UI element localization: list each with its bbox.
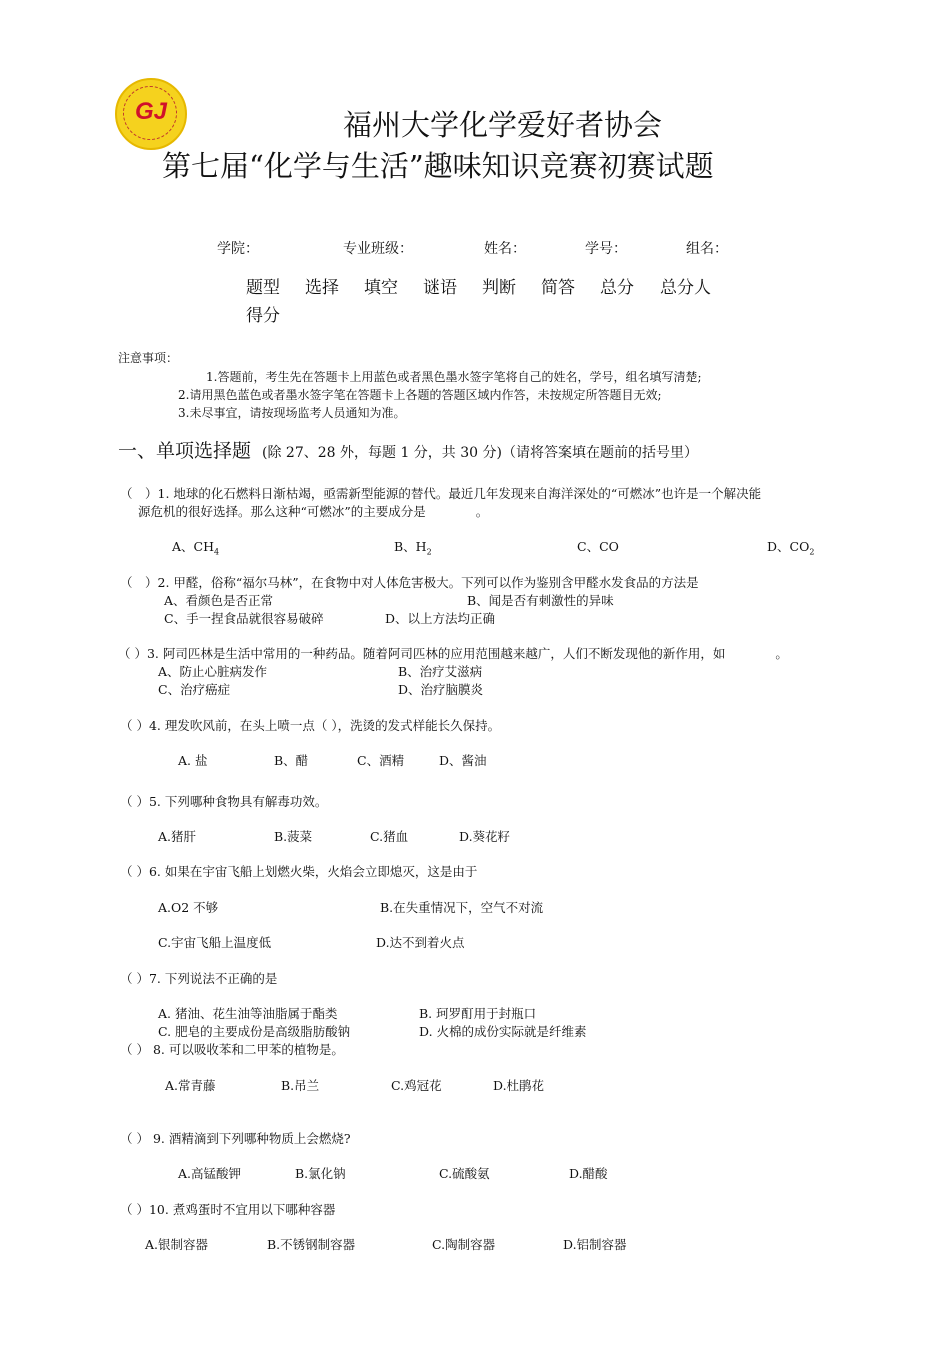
question-6-option-d: D.达不到着火点	[376, 935, 465, 950]
question-5-stem: （ ）5. 下列哪种食物具有解毒功效。	[120, 794, 328, 809]
score-header-type: 题型	[246, 278, 280, 298]
question-9-option-a: A.高锰酸钾	[178, 1166, 242, 1181]
logo-mark: GJ	[134, 98, 167, 125]
score-header-choice: 选择	[305, 278, 339, 298]
question-8-option-c: C.鸡冠花	[391, 1078, 442, 1093]
question-1-option-c: C、CO	[577, 539, 619, 554]
notes-heading: 注意事项：	[118, 351, 179, 365]
note-item: 3.未尽事宜，请按现场监考人员通知为准。	[178, 406, 406, 420]
score-header-judge: 判断	[482, 278, 516, 298]
question-9-option-c: C.硫酸氨	[439, 1166, 490, 1181]
question-4-stem: （ ）4. 理发吹风前，在头上喷一点（ ），洗烫的发式样能长久保持。	[120, 718, 501, 733]
question-4-option-a: A. 盐	[178, 753, 208, 768]
score-row-label: 得分	[246, 306, 280, 326]
question-1-stem: （ ）1. 地球的化石燃料日渐枯竭，亟需新型能源的替代。最近几年发现来自海洋深处的“可燃冰”也许是一个解决能	[120, 486, 762, 501]
question-7-option-d: D. 火棉的成份实际就是纤维素	[419, 1024, 587, 1039]
question-4-option-b: B、醋	[274, 753, 309, 768]
question-4-option-d: D、酱油	[439, 753, 487, 768]
org-title: 福州大学化学爱好者协会	[343, 108, 663, 142]
question-1-option-d: D、$CO_2$	[767, 539, 815, 557]
note-item: 1.答题前，考生先在答题卡上用蓝色或者黑色墨水签字笔将自己的姓名，学号，组名填写清楚;	[206, 370, 702, 384]
question-8-option-d: D.杜鹃花	[493, 1078, 545, 1093]
question-5-option-c: C.猪血	[370, 829, 409, 844]
question-1-option-a: A、$CH_4$	[172, 539, 220, 557]
field-student-id-label: 学号：	[585, 241, 627, 257]
question-10-option-d: D.铝制容器	[563, 1237, 627, 1252]
score-header-grader: 总分人	[660, 278, 711, 298]
score-header-total: 总分	[600, 278, 634, 298]
question-6-option-a: A.O2 不够	[158, 900, 219, 915]
question-10-option-a: A.银制容器	[145, 1237, 209, 1252]
question-3-option-a: A、防止心脏病发作	[158, 664, 268, 679]
question-7-option-b: B. 珂罗酊用于封瓶口	[419, 1006, 537, 1021]
question-10-option-b: B.不锈钢制容器	[267, 1237, 356, 1252]
question-10-option-c: C.陶制容器	[432, 1237, 496, 1252]
question-2-stem: （ ）2. 甲醛，俗称“福尔马林”，在食物中对人体危害极大。下列可以作为鉴别含甲醛水发食品的方法是	[120, 575, 699, 590]
note-item: 2.请用黑色蓝色或者墨水签字笔在答题卡上各题的答题区域内作答，未按规定所答题目无效;	[178, 388, 662, 402]
question-2-option-a: A、看颜色是否正常	[164, 593, 274, 608]
association-logo	[115, 78, 187, 150]
score-header-short: 简答	[541, 278, 575, 298]
question-8-stem: （ ） 8. 可以吸收苯和二甲苯的植物是。	[120, 1042, 344, 1057]
field-class-label: 专业班级：	[343, 241, 413, 257]
question-7-option-a: A. 猪油、花生油等油脂属于酯类	[158, 1006, 338, 1021]
question-6-stem: （ ）6. 如果在宇宙飞船上划燃火柴，火焰会立即熄灭，这是由于	[120, 864, 478, 879]
question-4-option-c: C、酒精	[357, 753, 405, 768]
question-8-option-b: B.吊兰	[281, 1078, 320, 1093]
field-group-label: 组名：	[686, 241, 728, 257]
section-subtitle: (除 27、28 外，每题 1 分，共 30 分)（请将答案填在题前的括号里）	[262, 445, 698, 461]
question-6-option-b: B.在失重情况下，空气不对流	[380, 900, 544, 915]
question-7-option-c: C. 肥皂的主要成份是高级脂肪酸钠	[158, 1024, 351, 1039]
section-title: 一、单项选择题	[118, 440, 252, 462]
question-7-stem: （ ）7. 下列说法不正确的是	[120, 971, 278, 986]
question-9-stem: （ ） 9. 酒精滴到下列哪种物质上会燃烧?	[120, 1131, 351, 1146]
question-3-stem: （ ）3. 阿司匹林是生活中常用的一种药品。随着阿司匹林的应用范围越来越广，人们不断发现他的新作用，如 。	[118, 646, 788, 661]
question-8-option-a: A.常青藤	[165, 1078, 216, 1093]
score-header-riddle: 谜语	[423, 278, 457, 298]
question-2-option-d: D、以上方法均正确	[385, 611, 496, 626]
question-6-option-c: C.宇宙飞船上温度低	[158, 935, 272, 950]
exam-title: 第七届“化学与生活”趣味知识竞赛初赛试题	[162, 149, 714, 183]
score-header-fill: 填空	[364, 278, 398, 298]
question-2-option-c: C、手一捏食品就很容易破碎	[164, 611, 324, 626]
field-name-label: 姓名：	[484, 241, 526, 257]
question-1-option-b: B、$H_2$	[394, 539, 432, 557]
question-5-option-b: B.菠菜	[274, 829, 313, 844]
question-5-option-a: A.猪肝	[158, 829, 197, 844]
question-10-stem: （ ）10. 煮鸡蛋时不宜用以下哪种容器	[120, 1202, 336, 1217]
question-9-option-d: D.醋酸	[569, 1166, 608, 1181]
question-2-option-b: B、闻是否有刺激性的异味	[467, 593, 614, 608]
field-college-label: 学院：	[217, 241, 259, 257]
question-5-option-d: D.葵花籽	[459, 829, 511, 844]
question-9-option-b: B.氯化钠	[295, 1166, 346, 1181]
question-1-stem-cont: 源危机的很好选择。那么这种“可燃冰”的主要成分是 。	[138, 504, 489, 519]
question-3-option-b: B、治疗艾滋病	[398, 664, 483, 679]
question-3-option-d: D、治疗脑膜炎	[398, 682, 484, 697]
question-3-option-c: C、治疗癌症	[158, 682, 231, 697]
